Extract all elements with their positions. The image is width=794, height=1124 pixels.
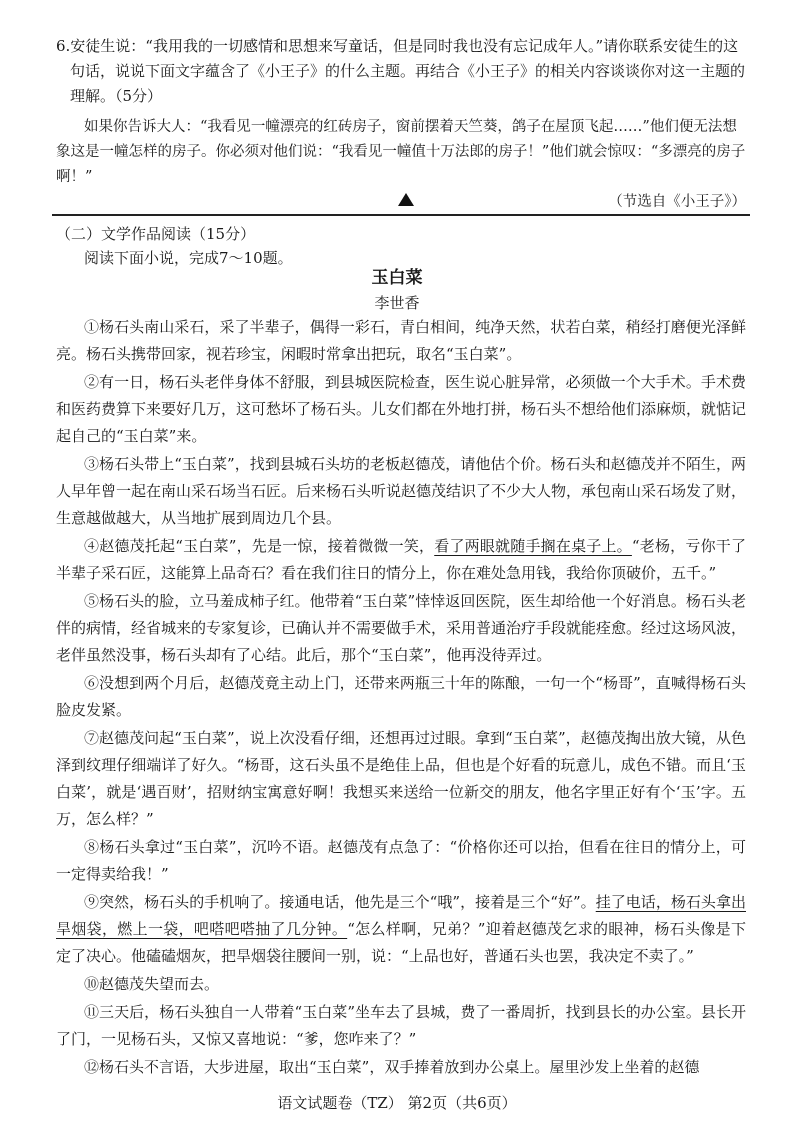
paragraph-7: ⑦赵德茂问起“玉白菜”，说上次没看仔细，还想再过过眼。拿到“玉白菜”，赵德茂掏出放大镜，从色泽到纹理仔细端详了好久。“杨哥，这石头虽不是绝佳上品，但也是个好看的玩意儿，成色不错。而且‘玉白菜’，就是‘遇百财’，招财纳宝寓意好啊！我想买来送给一位新交的朋友，他名字里正好有个‘玉’字。五万，怎么样？” (56, 729, 746, 828)
section-divider (52, 214, 750, 216)
paragraph-9-underlined: 挂了电话，杨石头拿出旱烟袋，燃上一袋，吧嗒吧嗒抽了几分钟。 (56, 893, 746, 938)
paragraph-9 (56, 889, 746, 970)
paragraph-4-text-b: “老杨，亏你干了半辈子采石匠，这能算上品奇石？看在我们往日的情分上，你在难处急用钱，我给你顶破价，五千。” (56, 537, 746, 582)
paragraph-9-text-a: ⑨突然，杨石头的手机响了。接通电话，他先是三个“哦”，接着是三个“好”。 (84, 893, 596, 911)
paragraph-12: ⑫杨石头不言语，大步进屋，取出“玉白菜”，双手捧着放到办公桌上。屋里沙发上坐着的赵德 (84, 1058, 700, 1076)
paragraph-11: ⑪三天后，杨石头独自一人带着“玉白菜”坐车去了县城，费了一番周折，找到县长的办公室。县长开了门，一见杨石头，又惊又喜地说：“爹，您咋来了？” (56, 1003, 746, 1048)
paragraph-4 (56, 533, 746, 587)
question-6-source: （节选自《小王子》） (608, 194, 746, 210)
paragraph-2: ②有一日，杨石头老伴身体不舒服，到县城医院检查，医生说心脏异常，必须做一个大手术。手术费和医药费算下来要好几万，这可愁坏了杨石头。儿女们都在外地打拼，杨石头不想给他们添麻烦，就惦记起自己的“玉白菜”来。 (56, 373, 747, 445)
story-body (56, 314, 746, 1082)
section-heading: （二）文学作品阅读（15分） (56, 225, 256, 243)
paragraph-5: ⑤杨石头的脸，立马羞成柿子红。他带着“玉白菜”悻悻返回医院，医生却给他一个好消息。杨石头老伴的病情，经省城来的专家复诊，已确认并不需要做手术，采用普通治疗手段就能痊愈。经过这场风波，老伴虽然没事，杨石头却有了心结。此后，那个“玉白菜”，他再没待弄过。 (56, 592, 747, 664)
question-6-quote: 如果你告诉大人：“我看见一幢漂亮的红砖房子，窗前摆着天竺葵，鸽子在屋顶飞起……”他们便无法想象这是一幢怎样的房子。你必须对他们说：“我看见一幢值十万法郎的房子！”他们就会惊叹：“多漂亮的房子啊！” (56, 119, 746, 185)
section-instruction: 阅读下面小说，完成7～10题。 (84, 249, 293, 267)
paragraph-6: ⑥没想到两个月后，赵德茂竟主动上门，还带来两瓶三十年的陈酿，一句一个“杨哥”，直喊得杨石头脸皮发紧。 (56, 674, 746, 719)
paragraph-10: ⑩赵德茂失望而去。 (84, 975, 220, 993)
paragraph-1: ①杨石头南山采石，采了半辈子，偶得一彩石，青白相间，纯净天然，状若白菜，稍经打磨便光泽鲜亮。杨石头携带回家，视若珍宝，闲暇时常拿出把玩，取名“玉白菜”。 (56, 318, 746, 363)
paragraph-4-text-a: ④赵德茂托起“玉白菜”，先是一惊，接着微微一笑， (84, 537, 435, 555)
story-author: 李世香 (374, 294, 420, 312)
page-footer: 语文试题卷（TZ） 第2页（共6页） (277, 1094, 517, 1112)
question-6-prompt: 6.安徒生说：“我用我的一切感情和思想来写童话，但是同时我也没有忘记成年人。”请你联系安徒生的这句话，说说下面文字蕴含了《小王子》的什么主题。再结合《小王子》的相关内容谈谈你对这一主题的理解。（5分） (56, 37, 746, 105)
story-title: 玉白菜 (371, 268, 423, 288)
paragraph-3: ③杨石头带上“玉白菜”，找到县城石头坊的老板赵德茂，请他估个价。杨石头和赵德茂并不陌生，两人早年曾一起在南山采石场当石匠。后来杨石头听说赵德茂结识了不少大人物，承包南山采石场发了财，生意越做越大，从当地扩展到周边几个县。 (56, 455, 747, 527)
paragraph-8: ⑧杨石头拿过“玉白菜”，沉吟不语。赵德茂有点急了：“价格你还可以抬，但看在往日的情分上，可一定得卖给我！” (56, 838, 746, 883)
question-6 (56, 34, 746, 215)
paragraph-4-underlined: 看了两眼就随手搁在桌子上。 (434, 537, 632, 555)
triangle-marker-icon (398, 193, 414, 206)
paragraph-9-text-b: “怎么样啊，兄弟？”迎着赵德茂乞求的眼神，杨石头像是下定了决心。他磕磕烟灰，把旱烟袋往腰间一别，说：“上品也好，普通石头也罢，我决定不卖了。” (56, 920, 746, 965)
